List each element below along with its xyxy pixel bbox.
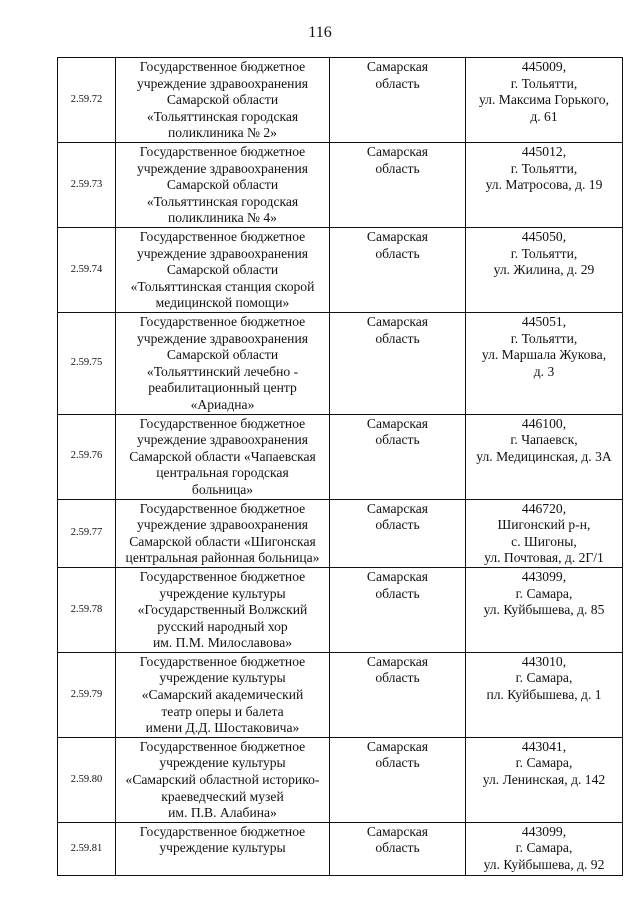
address: 446720, Шигонский р-н, с. Шигоны, ул. Почтовая, д. 2Г/1 bbox=[466, 499, 623, 567]
organization-name: Государственное бюджетное учреждение культуры bbox=[116, 822, 330, 875]
organization-name: Государственное бюджетное учреждение здравоохранения Самарской области «Тольяттинская станция скорой медицинской помощи» bbox=[116, 228, 330, 313]
region: Самарская область bbox=[330, 737, 466, 822]
address: 443099, г. Самара, ул. Куйбышева, д. 92 bbox=[466, 822, 623, 875]
row-number: 2.59.73 bbox=[58, 143, 116, 228]
organization-name: Государственное бюджетное учреждение культуры «Самарский академический театр оперы и балета имени Д.Д. Шостаковича» bbox=[116, 652, 330, 737]
address: 445051, г. Тольятти, ул. Маршала Жукова, д. 3 bbox=[466, 313, 623, 415]
address: 445009, г. Тольятти, ул. Максима Горького, д. 61 bbox=[466, 58, 623, 143]
region: Самарская область bbox=[330, 567, 466, 652]
organization-name: Государственное бюджетное учреждение здравоохранения Самарской области «Тольяттинская городская поликлиника № 4» bbox=[116, 143, 330, 228]
address: 445012, г. Тольятти, ул. Матросова, д. 19 bbox=[466, 143, 623, 228]
row-number: 2.59.75 bbox=[58, 313, 116, 415]
table-row bbox=[58, 313, 623, 415]
address: 443099, г. Самара, ул. Куйбышева, д. 85 bbox=[466, 567, 623, 652]
organization-name: Государственное бюджетное учреждение здравоохранения Самарской области «Тольяттинская городская поликлиника № 2» bbox=[116, 58, 330, 143]
region: Самарская область bbox=[330, 414, 466, 499]
table-row bbox=[58, 143, 623, 228]
row-number: 2.59.78 bbox=[58, 567, 116, 652]
table-row bbox=[58, 567, 623, 652]
organization-name: Государственное бюджетное учреждение культуры «Самарский областной историко- краеведческий музей им. П.В. Алабина» bbox=[116, 737, 330, 822]
organization-name: Государственное бюджетное учреждение здравоохранения Самарской области «Чапаевская центральная городская больница» bbox=[116, 414, 330, 499]
row-number: 2.59.72 bbox=[58, 58, 116, 143]
table-row bbox=[58, 58, 623, 143]
row-number: 2.59.80 bbox=[58, 737, 116, 822]
region: Самарская область bbox=[330, 822, 466, 875]
row-number: 2.59.74 bbox=[58, 228, 116, 313]
region: Самарская область bbox=[330, 143, 466, 228]
table-row bbox=[58, 652, 623, 737]
row-number: 2.59.76 bbox=[58, 414, 116, 499]
address: 445050, г. Тольятти, ул. Жилина, д. 29 bbox=[466, 228, 623, 313]
region: Самарская область bbox=[330, 313, 466, 415]
table-row bbox=[58, 414, 623, 499]
row-number: 2.59.81 bbox=[58, 822, 116, 875]
organization-name: Государственное бюджетное учреждение здравоохранения Самарской области «Шигонская центральная районная больница» bbox=[116, 499, 330, 567]
table-row bbox=[58, 228, 623, 313]
registry-table bbox=[57, 57, 623, 876]
table-row bbox=[58, 737, 623, 822]
organization-name: Государственное бюджетное учреждение культуры «Государственный Волжский русский народный хор им. П.М. Милославова» bbox=[116, 567, 330, 652]
address: 446100, г. Чапаевск, ул. Медицинская, д. 3А bbox=[466, 414, 623, 499]
region: Самарская область bbox=[330, 499, 466, 567]
organization-name: Государственное бюджетное учреждение здравоохранения Самарской области «Тольяттинский лечебно - реабилитационный центр «Ариадна» bbox=[116, 313, 330, 415]
region: Самарская область bbox=[330, 58, 466, 143]
region: Самарская область bbox=[330, 652, 466, 737]
row-number: 2.59.79 bbox=[58, 652, 116, 737]
address: 443041, г. Самара, ул. Ленинская, д. 142 bbox=[466, 737, 623, 822]
table-row bbox=[58, 499, 623, 567]
row-number: 2.59.77 bbox=[58, 499, 116, 567]
page-number: 116 bbox=[308, 24, 332, 41]
table-row bbox=[58, 822, 623, 875]
region: Самарская область bbox=[330, 228, 466, 313]
address: 443010, г. Самара, пл. Куйбышева, д. 1 bbox=[466, 652, 623, 737]
